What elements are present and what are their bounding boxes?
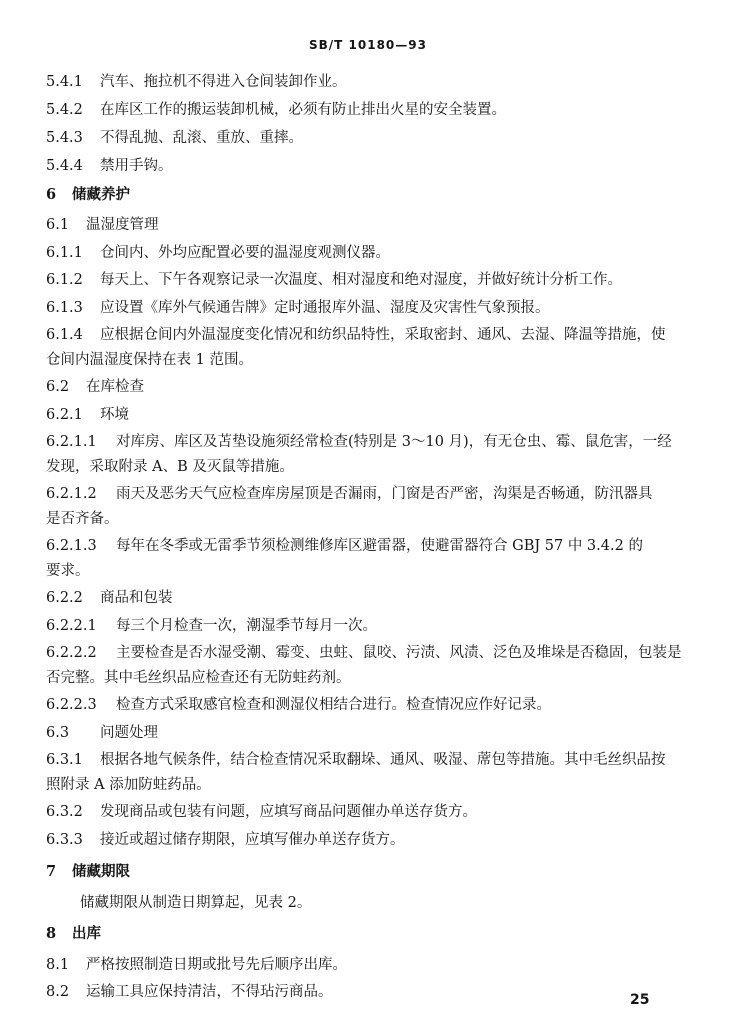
clause-6-2-1-3: [46, 536, 686, 556]
section-title: 储藏养护: [72, 186, 130, 203]
clause-6-1: [46, 215, 686, 235]
clause-6-2-1: [46, 405, 686, 425]
storage-period-paragraph: [46, 893, 686, 913]
clause-number: 6.3.1: [46, 752, 83, 768]
clause-text: 运输工具应保持清洁，不得玷污商品。: [86, 984, 333, 1000]
clause-text: 问题处理: [100, 724, 158, 741]
clause-text: 否完整。其中毛丝织品应检查还有无防蛀药剂。: [46, 669, 351, 686]
clause-number: 5.4.4: [46, 158, 83, 174]
clause-text: 主要检查是否水湿受潮、霉变、虫蛀、鼠咬、污渍、风渍、泛色及堆垛是否稳固，包装是: [116, 645, 682, 661]
clause-6-2-1-3-continued: [46, 561, 686, 581]
clause-5-4-2: [46, 100, 686, 120]
section-title: 出库: [72, 924, 101, 942]
clause-number: 6.2.1.3: [46, 538, 97, 554]
clause-text: 严格按照制造日期或批号先后顺序出库。: [86, 956, 347, 973]
clause-6-3-1: [46, 750, 686, 770]
clause-text: 每年在冬季或无雷季节须检测维修库区避雷器，使避雷器符合 GBJ 57 中 3.4.2 的: [116, 538, 643, 554]
clause-6-3: [46, 723, 686, 743]
clause-number: 6.2.1.2: [46, 486, 97, 502]
clause-6-3-3: [46, 830, 686, 850]
clause-number: 5.4.2: [46, 102, 83, 118]
clause-number: 6.1.1: [46, 244, 83, 261]
clause-text: 雨天及恶劣天气应检查库房屋顶是否漏雨，门窗是否严密，沟渠是否畅通，防汛器具: [116, 486, 653, 502]
document-body: [46, 72, 686, 1010]
clause-text: 发现商品或包装有问题，应填写商品问题催办单送存货方。: [100, 804, 477, 820]
section-8-heading: [46, 924, 686, 944]
clause-text: 接近或超过储存期限，应填写催办单送存货方。: [100, 831, 405, 848]
clause-number: 5.4.3: [46, 130, 83, 146]
section-number: 8: [46, 924, 57, 942]
clause-text: 应设置《库外气候通告牌》定时通报库外温、湿度及灾害性气象预报。: [100, 299, 550, 316]
section-title: 储藏期限: [72, 862, 130, 880]
clause-6-2-2: [46, 588, 686, 608]
clause-6-1-4: [46, 325, 686, 345]
paragraph-text: 储藏期限从制造日期算起，见表 2。: [80, 894, 312, 911]
clause-number: 6.1.4: [46, 327, 83, 343]
clause-6-2-1-1: [46, 432, 686, 452]
clause-6-2-1-2-continued: [46, 509, 686, 529]
clause-8-1: [46, 955, 686, 975]
clause-number: 6.3.3: [46, 831, 83, 848]
clause-text: 在库区工作的搬运装卸机械，必须有防止排出火星的安全装置。: [100, 102, 506, 118]
clause-6-1-3: [46, 298, 686, 318]
clause-6-3-2: [46, 802, 686, 822]
clause-6-2: [46, 377, 686, 397]
clause-5-4-1: [46, 72, 686, 92]
clause-number: 8.1: [46, 956, 70, 973]
section-7-heading: [46, 862, 686, 882]
clause-number: 6.2.1: [46, 406, 83, 423]
clause-text: 禁用手钩。: [100, 158, 173, 174]
clause-number: 6.2: [46, 379, 70, 395]
clause-text: 每天上、下午各观察记录一次温度、相对湿度和绝对湿度，并做好统计分析工作。: [100, 272, 622, 288]
clause-text: 不得乱抛、乱滚、重放、重摔。: [100, 130, 303, 146]
clause-text: 应根据仓间内外温湿度变化情况和纺织品特性，采取密封、通风、去湿、降温等措施，使: [100, 327, 666, 343]
clause-number: 6.2.2.1: [46, 617, 97, 634]
clause-6-2-2-1: [46, 616, 686, 636]
clause-number: 6.2.2: [46, 590, 83, 606]
clause-6-2-1-2: [46, 484, 686, 504]
clause-6-2-2-2-continued: [46, 668, 686, 688]
clause-text: 仓间内、外均应配置必要的温湿度观测仪器。: [100, 244, 390, 261]
clause-number: 6.2.1.1: [46, 434, 97, 450]
clause-number: 8.2: [46, 984, 70, 1000]
clause-text: 每三个月检查一次，潮湿季节每月一次。: [116, 617, 377, 634]
clause-6-2-1-1-continued: [46, 457, 686, 477]
clause-number: 6.3: [46, 724, 70, 741]
clause-6-2-2-2: [46, 643, 686, 663]
clause-number: 6.3.2: [46, 804, 83, 820]
clause-5-4-3: [46, 128, 686, 148]
standard-code-header: SB/T 10180—93: [309, 38, 427, 52]
section-number: 7: [46, 862, 57, 880]
section-6-heading: [46, 185, 686, 205]
clause-text: 在库检查: [86, 379, 144, 395]
clause-text: 环境: [100, 406, 129, 423]
clause-number: 6.1: [46, 217, 70, 233]
clause-number: 6.1.3: [46, 299, 83, 316]
clause-text: 商品和包装: [100, 590, 173, 606]
clause-text: 发现，采取附录 A、B 及灭鼠等措施。: [46, 458, 294, 475]
clause-number: 6.2.2.3: [46, 697, 97, 713]
clause-text: 对库房、库区及苫垫设施须经常检查(特别是 3～10 月)，有无仓虫、霉、鼠危害，一经: [116, 434, 672, 450]
clause-number: 6.2.2.2: [46, 645, 97, 661]
clause-6-1-4-continued: [46, 350, 686, 370]
clause-text: 照附录 A 添加防蛀药品。: [46, 776, 211, 793]
clause-text: 是否齐备。: [46, 510, 119, 527]
page-number: 25: [630, 992, 650, 1008]
clause-6-2-2-3: [46, 695, 686, 715]
section-number: 6: [46, 186, 57, 203]
clause-text: 汽车、拖拉机不得进入仓间装卸作业。: [100, 74, 347, 90]
clause-number: 6.1.2: [46, 272, 83, 288]
clause-number: 5.4.1: [46, 74, 83, 90]
clause-text: 仓间内温湿度保持在表 1 范围。: [46, 351, 253, 368]
clause-text: 根据各地气候条件，结合检查情况采取翻垛、通风、吸湿、蓆包等措施。其中毛丝织品按: [100, 752, 666, 768]
clause-text: 检查方式采取感官检查和测湿仪相结合进行。检查情况应作好记录。: [116, 697, 551, 713]
clause-text: 温湿度管理: [86, 217, 159, 233]
clause-text: 要求。: [46, 562, 90, 579]
clause-8-2: [46, 982, 686, 1002]
clause-6-1-2: [46, 270, 686, 290]
clause-6-1-1: [46, 243, 686, 263]
clause-5-4-4: [46, 156, 686, 176]
clause-6-3-1-continued: [46, 775, 686, 795]
